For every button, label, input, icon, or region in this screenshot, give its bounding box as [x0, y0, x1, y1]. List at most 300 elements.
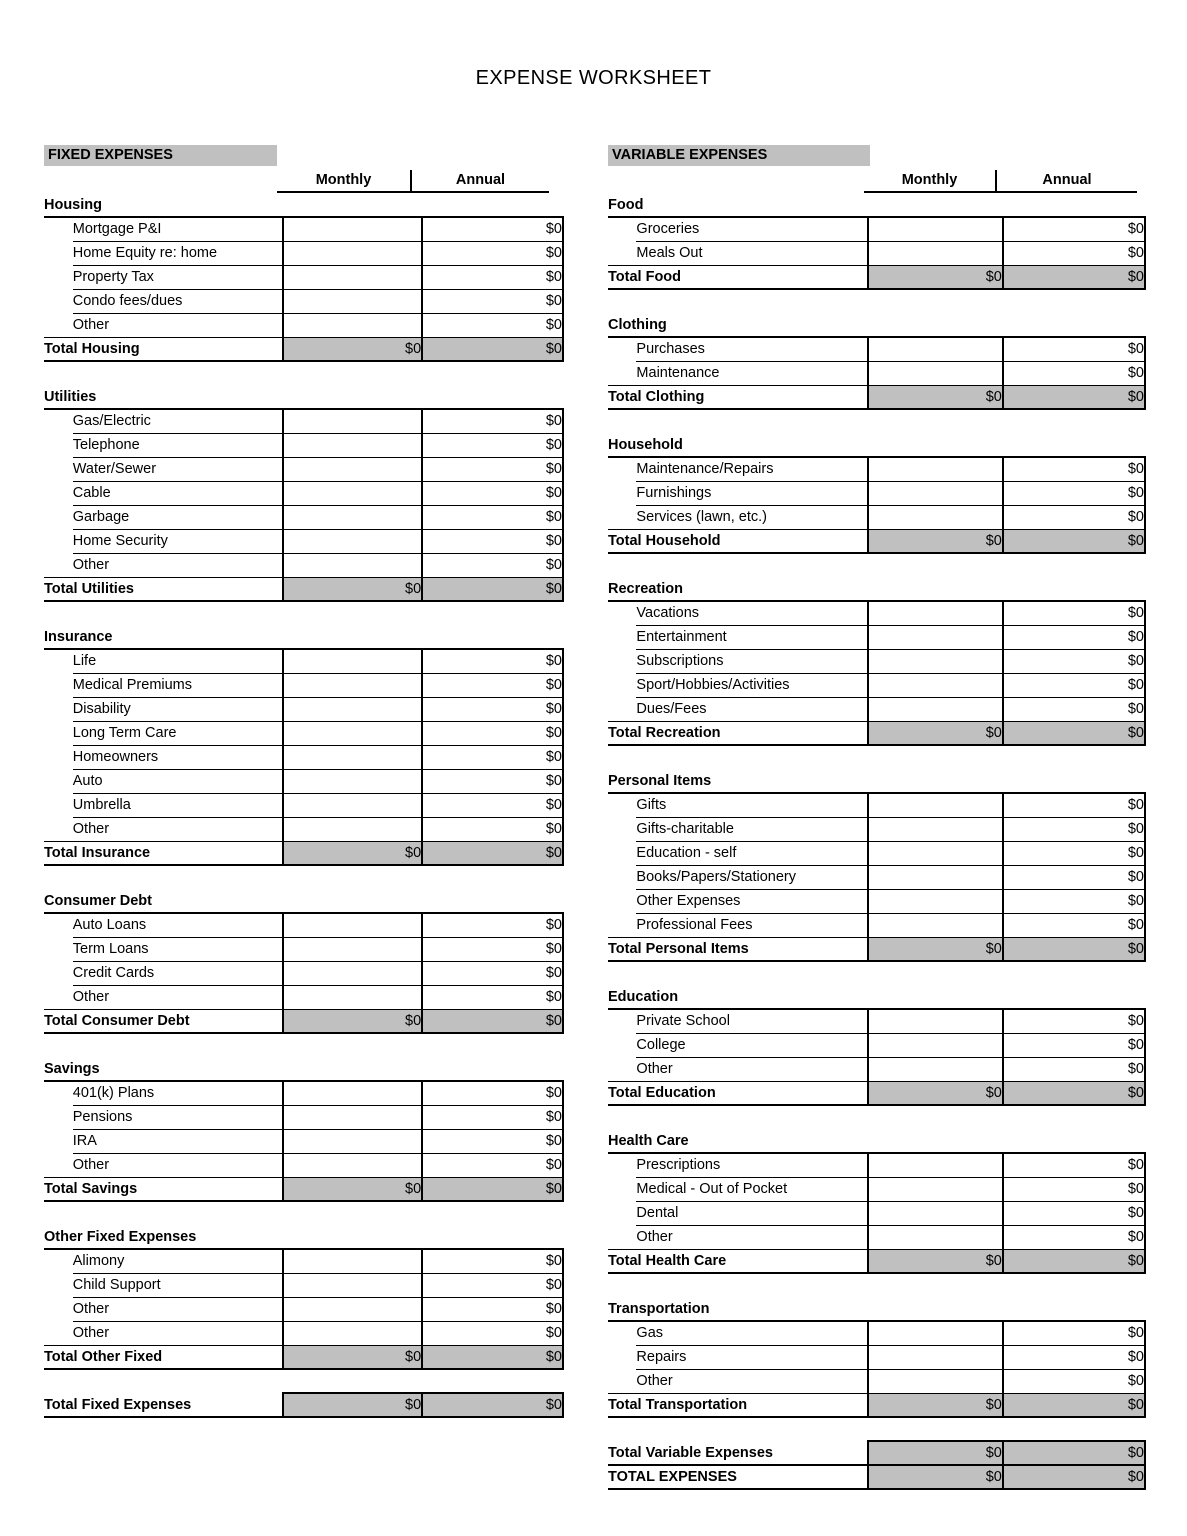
row-indent-stub [44, 1129, 73, 1153]
expense-label: Auto [73, 769, 284, 793]
group-heading-pad [422, 625, 563, 649]
expense-row [608, 841, 1145, 865]
expense-annual-cell[interactable]: $0 [422, 745, 563, 769]
expense-monthly-cell[interactable] [283, 937, 422, 961]
expense-row [44, 793, 563, 817]
expense-row [44, 745, 563, 769]
row-indent-stub [608, 841, 636, 865]
expense-label: Gas/Electric [73, 409, 284, 433]
expense-annual-cell[interactable]: $0 [1003, 649, 1145, 673]
expense-annual-cell[interactable]: $0 [422, 721, 563, 745]
expense-label: Sport/Hobbies/Activities [636, 673, 867, 697]
expense-row [44, 481, 563, 505]
expense-row [608, 1201, 1145, 1225]
expense-label: Other Expenses [636, 889, 867, 913]
expense-annual-cell[interactable]: $0 [1003, 1225, 1145, 1249]
expense-row [44, 553, 563, 577]
expense-annual-cell[interactable]: $0 [422, 1153, 563, 1177]
group-total-label: Total Housing [44, 337, 283, 361]
expense-row [44, 961, 563, 985]
expense-monthly-cell[interactable] [868, 913, 1003, 937]
expense-monthly-cell[interactable] [283, 481, 422, 505]
row-indent-stub [44, 289, 73, 313]
expense-monthly-cell[interactable] [283, 697, 422, 721]
expense-label: Gifts [636, 793, 867, 817]
expense-monthly-cell[interactable] [283, 985, 422, 1009]
expense-label: Medical - Out of Pocket [636, 1177, 867, 1201]
fixed-group-title-2: Utilities [44, 385, 283, 409]
expense-annual-cell[interactable]: $0 [1003, 481, 1145, 505]
row-indent-stub [608, 481, 636, 505]
variable-group-title-8: Transportation [608, 1297, 868, 1321]
expense-annual-cell[interactable]: $0 [422, 1129, 563, 1153]
expense-annual-cell[interactable]: $0 [1003, 1369, 1145, 1393]
group-spacer [44, 1033, 563, 1057]
expense-row [608, 337, 1145, 361]
expense-monthly-cell[interactable] [283, 769, 422, 793]
expense-annual-cell[interactable]: $0 [1003, 1345, 1145, 1369]
row-indent-stub [608, 1153, 636, 1177]
expense-row [44, 1297, 563, 1321]
grand-total-spacer [608, 1417, 1145, 1441]
expense-annual-cell[interactable]: $0 [1003, 217, 1145, 241]
expense-row [44, 457, 563, 481]
expense-label: IRA [73, 1129, 284, 1153]
expense-monthly-cell[interactable] [868, 361, 1003, 385]
expense-label: Maintenance [636, 361, 867, 385]
expense-monthly-cell[interactable] [283, 1249, 422, 1273]
expense-label: Auto Loans [73, 913, 284, 937]
expense-annual-cell[interactable]: $0 [422, 1273, 563, 1297]
expense-monthly-cell[interactable] [868, 793, 1003, 817]
expense-monthly-cell[interactable] [283, 913, 422, 937]
expense-annual-cell[interactable]: $0 [1003, 1033, 1145, 1057]
group-heading-row [44, 625, 563, 649]
row-indent-stub [44, 721, 73, 745]
group-total-monthly: $0 [868, 937, 1003, 961]
group-heading-pad [283, 1225, 422, 1249]
row-indent-stub [44, 241, 73, 265]
variable-group-title-5: Personal Items [608, 769, 868, 793]
expense-annual-cell[interactable]: $0 [422, 1297, 563, 1321]
expense-row [44, 1273, 563, 1297]
expense-annual-cell[interactable]: $0 [1003, 889, 1145, 913]
group-total-annual: $0 [422, 1177, 563, 1201]
expense-annual-cell[interactable]: $0 [1003, 337, 1145, 361]
expense-monthly-cell[interactable] [868, 1345, 1003, 1369]
variable-group-title-6: Education [608, 985, 868, 1009]
row-indent-stub [608, 649, 636, 673]
expense-monthly-cell[interactable] [868, 481, 1003, 505]
expense-row [608, 1009, 1145, 1033]
expense-annual-cell[interactable]: $0 [422, 817, 563, 841]
expense-annual-cell[interactable]: $0 [1003, 865, 1145, 889]
expense-monthly-cell[interactable] [868, 337, 1003, 361]
expense-annual-cell[interactable]: $0 [422, 649, 563, 673]
group-total-label: Total Personal Items [608, 937, 868, 961]
expense-annual-cell[interactable]: $0 [422, 1081, 563, 1105]
expense-monthly-cell[interactable] [868, 1033, 1003, 1057]
group-heading-pad [868, 313, 1003, 337]
expense-label: Garbage [73, 505, 284, 529]
row-indent-stub [608, 505, 636, 529]
expense-row [44, 1321, 563, 1345]
expense-monthly-cell[interactable] [283, 1273, 422, 1297]
expense-monthly-cell[interactable] [283, 1297, 422, 1321]
expense-annual-cell[interactable]: $0 [1003, 793, 1145, 817]
group-heading-row [44, 1057, 563, 1081]
expense-annual-cell[interactable]: $0 [422, 457, 563, 481]
expense-monthly-cell[interactable] [868, 649, 1003, 673]
expense-annual-cell[interactable]: $0 [1003, 1009, 1145, 1033]
expense-monthly-cell[interactable] [283, 265, 422, 289]
variable-expenses-banner: VARIABLE EXPENSES [608, 145, 870, 166]
group-total-annual: $0 [1003, 1249, 1145, 1273]
expense-annual-cell[interactable]: $0 [1003, 1057, 1145, 1081]
group-heading-pad [283, 889, 422, 913]
expense-annual-cell[interactable]: $0 [422, 1321, 563, 1345]
row-indent-stub [608, 1009, 636, 1033]
expense-annual-cell[interactable]: $0 [422, 289, 563, 313]
group-total-row [608, 937, 1145, 961]
expense-row [44, 1129, 563, 1153]
expense-annual-cell[interactable]: $0 [1003, 625, 1145, 649]
expense-label: Property Tax [73, 265, 284, 289]
expense-annual-cell[interactable]: $0 [422, 265, 563, 289]
row-indent-stub [608, 241, 636, 265]
expense-label: Water/Sewer [73, 457, 284, 481]
grand-total-row [44, 1393, 563, 1417]
row-indent-stub [608, 1033, 636, 1057]
row-indent-stub [44, 313, 73, 337]
group-total-label: Total Savings [44, 1177, 283, 1201]
expense-row [44, 265, 563, 289]
group-total-row [44, 577, 563, 601]
fixed-group-title-6: Other Fixed Expenses [44, 1225, 283, 1249]
expense-monthly-cell[interactable] [868, 841, 1003, 865]
variable-group-title-4: Recreation [608, 577, 868, 601]
expense-annual-cell[interactable]: $0 [422, 1105, 563, 1129]
group-heading-row [44, 193, 563, 217]
group-total-annual: $0 [422, 841, 563, 865]
fixed-group-title-4: Consumer Debt [44, 889, 283, 913]
expense-monthly-cell[interactable] [868, 1009, 1003, 1033]
expense-annual-cell[interactable]: $0 [422, 409, 563, 433]
expense-label: Telephone [73, 433, 284, 457]
expense-label: Mortgage P&I [73, 217, 284, 241]
expense-row [608, 1177, 1145, 1201]
expense-label: Medical Premiums [73, 673, 284, 697]
expense-annual-cell[interactable]: $0 [422, 985, 563, 1009]
group-spacer [44, 865, 563, 889]
expense-monthly-cell[interactable] [283, 649, 422, 673]
expense-annual-cell[interactable]: $0 [1003, 505, 1145, 529]
variable-grand-total-annual: $0 [1003, 1441, 1145, 1465]
expense-annual-cell[interactable]: $0 [1003, 1201, 1145, 1225]
variable-grand-total-monthly: $0 [868, 1441, 1003, 1465]
expense-annual-cell[interactable]: $0 [422, 529, 563, 553]
row-indent-stub [44, 769, 73, 793]
fixed-annual-header: Annual [412, 170, 549, 193]
expense-monthly-cell[interactable] [283, 457, 422, 481]
fixed-expenses-banner: FIXED EXPENSES [44, 145, 277, 166]
expense-row [44, 217, 563, 241]
expense-annual-cell[interactable]: $0 [422, 505, 563, 529]
expense-monthly-cell[interactable] [868, 697, 1003, 721]
group-spacer [608, 289, 1145, 313]
expense-monthly-cell[interactable] [868, 1153, 1003, 1177]
group-total-row [44, 1345, 563, 1369]
expense-monthly-cell[interactable] [868, 625, 1003, 649]
row-indent-stub [44, 985, 73, 1009]
expense-monthly-cell[interactable] [283, 745, 422, 769]
row-indent-stub [44, 1105, 73, 1129]
expense-monthly-cell[interactable] [283, 1105, 422, 1129]
row-indent-stub [44, 937, 73, 961]
expense-monthly-cell[interactable] [283, 433, 422, 457]
expense-annual-cell[interactable]: $0 [422, 217, 563, 241]
expense-annual-cell[interactable]: $0 [1003, 841, 1145, 865]
group-total-annual: $0 [422, 337, 563, 361]
expense-monthly-cell[interactable] [868, 817, 1003, 841]
expense-annual-cell[interactable]: $0 [1003, 1321, 1145, 1345]
expense-row [44, 241, 563, 265]
expense-annual-cell[interactable]: $0 [422, 769, 563, 793]
group-total-label: Total Consumer Debt [44, 1009, 283, 1033]
expense-monthly-cell[interactable] [868, 1225, 1003, 1249]
expense-monthly-cell[interactable] [283, 1321, 422, 1345]
variable-monthly-header: Monthly [864, 170, 997, 193]
group-total-monthly: $0 [283, 841, 422, 865]
row-indent-stub [44, 745, 73, 769]
expense-row [44, 721, 563, 745]
group-total-monthly: $0 [868, 1081, 1003, 1105]
expense-annual-cell[interactable]: $0 [1003, 1177, 1145, 1201]
row-indent-stub [608, 625, 636, 649]
grand-total-spacer [44, 1369, 563, 1393]
group-heading-row [608, 193, 1145, 217]
expense-row [44, 1153, 563, 1177]
expense-monthly-cell[interactable] [868, 217, 1003, 241]
group-total-row [608, 385, 1145, 409]
expense-label: Cable [73, 481, 284, 505]
row-indent-stub [44, 217, 73, 241]
row-indent-stub [608, 1345, 636, 1369]
expense-monthly-cell[interactable] [868, 1201, 1003, 1225]
expense-row [608, 1225, 1145, 1249]
expense-label: Umbrella [73, 793, 284, 817]
expense-annual-cell[interactable]: $0 [422, 553, 563, 577]
expense-monthly-cell[interactable] [868, 241, 1003, 265]
expense-monthly-cell[interactable] [283, 1081, 422, 1105]
expense-row [44, 313, 563, 337]
row-indent-stub [44, 793, 73, 817]
group-heading-pad [868, 1297, 1003, 1321]
expense-annual-cell[interactable]: $0 [422, 673, 563, 697]
expense-label: Home Equity re: home [73, 241, 284, 265]
group-heading-row [44, 1225, 563, 1249]
expense-annual-cell[interactable]: $0 [422, 313, 563, 337]
expense-row [44, 433, 563, 457]
expense-row [44, 913, 563, 937]
expense-annual-cell[interactable]: $0 [1003, 457, 1145, 481]
expense-label: Other [73, 985, 284, 1009]
expense-monthly-cell[interactable] [868, 1321, 1003, 1345]
expense-label: Books/Papers/Stationery [636, 865, 867, 889]
group-total-annual: $0 [1003, 1393, 1145, 1417]
row-indent-stub [44, 481, 73, 505]
row-indent-stub [44, 457, 73, 481]
expense-monthly-cell[interactable] [868, 457, 1003, 481]
row-indent-stub [44, 265, 73, 289]
expense-monthly-cell[interactable] [283, 289, 422, 313]
fixed-group-title-1: Housing [44, 193, 283, 217]
expense-annual-cell[interactable]: $0 [422, 481, 563, 505]
expense-label: Vacations [636, 601, 867, 625]
group-heading-row [608, 433, 1145, 457]
row-indent-stub [608, 889, 636, 913]
expense-label: Pensions [73, 1105, 284, 1129]
expense-annual-cell[interactable]: $0 [422, 433, 563, 457]
expense-monthly-cell[interactable] [868, 1177, 1003, 1201]
expense-row [44, 1081, 563, 1105]
row-indent-stub [44, 1249, 73, 1273]
expense-label: 401(k) Plans [73, 1081, 284, 1105]
expense-monthly-cell[interactable] [283, 217, 422, 241]
group-heading-pad [868, 433, 1003, 457]
expense-row [608, 361, 1145, 385]
group-total-row [608, 265, 1145, 289]
expense-row [44, 409, 563, 433]
expense-row [608, 1321, 1145, 1345]
group-spacer [608, 553, 1145, 577]
expense-monthly-cell[interactable] [283, 529, 422, 553]
overall-total-annual: $0 [1003, 1465, 1145, 1489]
expense-monthly-cell[interactable] [283, 1153, 422, 1177]
variable-expenses-column [608, 145, 1146, 1490]
group-total-monthly: $0 [868, 1249, 1003, 1273]
expense-annual-cell[interactable]: $0 [422, 961, 563, 985]
expense-row [608, 697, 1145, 721]
expense-label: Home Security [73, 529, 284, 553]
expense-annual-cell[interactable]: $0 [1003, 673, 1145, 697]
expense-label: Meals Out [636, 241, 867, 265]
expense-annual-cell[interactable]: $0 [1003, 601, 1145, 625]
group-total-row [608, 1249, 1145, 1273]
row-indent-stub [608, 1321, 636, 1345]
expense-annual-cell[interactable]: $0 [1003, 913, 1145, 937]
group-total-monthly: $0 [868, 385, 1003, 409]
expense-monthly-cell[interactable] [283, 313, 422, 337]
group-total-row [44, 1177, 563, 1201]
expense-label: Other [73, 817, 284, 841]
expense-row [44, 1105, 563, 1129]
expense-annual-cell[interactable]: $0 [422, 793, 563, 817]
expense-monthly-cell[interactable] [283, 553, 422, 577]
fixed-monthly-header: Monthly [277, 170, 412, 193]
group-heading-pad [1003, 1297, 1145, 1321]
group-heading-row [608, 985, 1145, 1009]
expense-annual-cell[interactable]: $0 [1003, 1153, 1145, 1177]
group-total-annual: $0 [1003, 721, 1145, 745]
expense-monthly-cell[interactable] [283, 409, 422, 433]
expense-annual-cell[interactable]: $0 [1003, 817, 1145, 841]
group-spacer [608, 1105, 1145, 1129]
expense-label: Other [73, 1297, 284, 1321]
group-heading-pad [283, 1057, 422, 1081]
grand-total-row [608, 1441, 1145, 1465]
expense-monthly-cell[interactable] [283, 721, 422, 745]
expense-monthly-cell[interactable] [868, 1057, 1003, 1081]
expense-annual-cell[interactable]: $0 [422, 913, 563, 937]
expense-monthly-cell[interactable] [283, 673, 422, 697]
row-indent-stub [608, 1369, 636, 1393]
expense-row [608, 457, 1145, 481]
group-spacer [608, 409, 1145, 433]
row-indent-stub [44, 961, 73, 985]
expense-label: Groceries [636, 217, 867, 241]
expense-monthly-cell[interactable] [868, 505, 1003, 529]
expense-monthly-cell[interactable] [283, 1129, 422, 1153]
expense-label: Dental [636, 1201, 867, 1225]
row-indent-stub [44, 649, 73, 673]
expense-annual-cell[interactable]: $0 [1003, 241, 1145, 265]
expense-label: Term Loans [73, 937, 284, 961]
expense-annual-cell[interactable]: $0 [1003, 697, 1145, 721]
expense-label: Purchases [636, 337, 867, 361]
expense-annual-cell[interactable]: $0 [422, 937, 563, 961]
expense-monthly-cell[interactable] [283, 961, 422, 985]
expense-label: Credit Cards [73, 961, 284, 985]
group-total-annual: $0 [1003, 1081, 1145, 1105]
expense-monthly-cell[interactable] [283, 793, 422, 817]
group-heading-pad [422, 1057, 563, 1081]
expense-row [608, 601, 1145, 625]
page-title: EXPENSE WORKSHEET [475, 67, 712, 89]
row-indent-stub [44, 913, 73, 937]
expense-monthly-cell[interactable] [868, 673, 1003, 697]
group-heading-row [608, 1129, 1145, 1153]
expense-annual-cell[interactable]: $0 [422, 697, 563, 721]
row-indent-stub [608, 601, 636, 625]
expense-monthly-cell[interactable] [868, 601, 1003, 625]
expense-row [608, 1345, 1145, 1369]
expense-monthly-cell[interactable] [868, 1369, 1003, 1393]
expense-annual-cell[interactable]: $0 [1003, 361, 1145, 385]
expense-row [608, 1057, 1145, 1081]
expense-row [44, 769, 563, 793]
group-total-label: Total Transportation [608, 1393, 868, 1417]
expense-row [44, 289, 563, 313]
group-heading-pad [422, 193, 563, 217]
expense-annual-cell[interactable]: $0 [422, 241, 563, 265]
group-heading-row [608, 1297, 1145, 1321]
expense-monthly-cell[interactable] [868, 865, 1003, 889]
group-total-monthly: $0 [868, 721, 1003, 745]
row-indent-stub [608, 457, 636, 481]
expense-row [608, 793, 1145, 817]
row-indent-stub [44, 1153, 73, 1177]
group-total-label: Total Recreation [608, 721, 868, 745]
group-heading-pad [868, 577, 1003, 601]
expense-monthly-cell[interactable] [283, 241, 422, 265]
expense-annual-cell[interactable]: $0 [422, 1249, 563, 1273]
expense-monthly-cell[interactable] [868, 889, 1003, 913]
expense-monthly-cell[interactable] [283, 505, 422, 529]
expense-monthly-cell[interactable] [283, 817, 422, 841]
overall-total-label: TOTAL EXPENSES [608, 1465, 868, 1489]
expense-label: College [636, 1033, 867, 1057]
